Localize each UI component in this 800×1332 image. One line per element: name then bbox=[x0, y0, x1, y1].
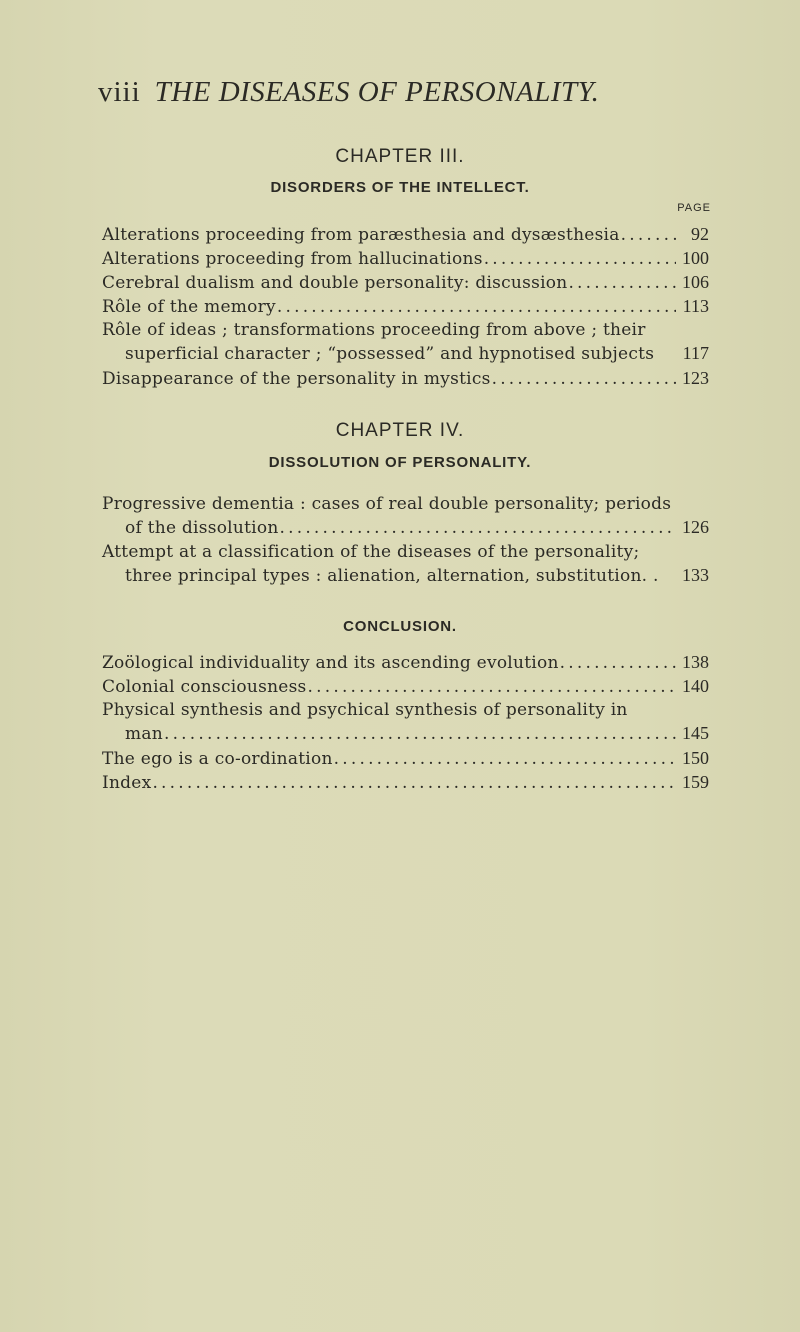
toc-entry[interactable] bbox=[102, 493, 709, 539]
dot-leader bbox=[334, 748, 676, 771]
toc-entry-text: Colonial consciousness bbox=[102, 677, 307, 697]
dot-leader bbox=[308, 676, 676, 699]
toc-entry-text: Attempt at a classification of the diseases of the personality; bbox=[102, 542, 640, 562]
toc-entry[interactable] bbox=[102, 541, 709, 587]
toc-entry[interactable] bbox=[102, 699, 709, 745]
toc-entry-text: Rôle of the memory bbox=[102, 297, 276, 317]
toc-entry[interactable] bbox=[102, 747, 709, 770]
toc-entry-text: Alterations proceeding from paræsthesia and dysæsthesia bbox=[102, 225, 620, 245]
dot-leader bbox=[152, 772, 676, 795]
toc-entry-text: Zoölogical individuality and its ascending evolution bbox=[102, 653, 559, 673]
toc-entry[interactable] bbox=[102, 651, 709, 674]
toc-entry-page: 106 bbox=[682, 272, 709, 292]
toc-entry[interactable] bbox=[102, 295, 709, 318]
toc-entry[interactable] bbox=[102, 319, 709, 365]
toc-entry-page: 117 bbox=[682, 343, 709, 363]
toc-entry-page: 145 bbox=[682, 723, 709, 743]
toc-entry-text: Physical synthesis and psychical synthesis of personality in bbox=[102, 700, 628, 720]
dot-leader bbox=[560, 652, 676, 675]
dot-leader bbox=[280, 517, 676, 540]
toc-entry-page: 133 bbox=[682, 565, 709, 585]
toc-entry-text: The ego is a co-ordination bbox=[102, 749, 333, 769]
toc-entry-page: 138 bbox=[682, 652, 709, 672]
running-title: THE DISEASES OF PERSONALITY. bbox=[154, 76, 600, 108]
toc-entry-page: 150 bbox=[682, 748, 709, 768]
toc-entry-page: 126 bbox=[682, 517, 709, 537]
toc-entry-page: 123 bbox=[682, 368, 709, 388]
toc-entry[interactable] bbox=[102, 247, 709, 270]
page-column-label: PAGE bbox=[677, 202, 711, 214]
toc-entry-page: 140 bbox=[682, 676, 709, 696]
toc-entry-text-continued: of the dissolution bbox=[125, 518, 279, 538]
toc-entry[interactable] bbox=[102, 367, 709, 390]
dot-leader bbox=[492, 368, 676, 391]
toc-entry-text: Index bbox=[102, 773, 152, 793]
dot-leader bbox=[277, 296, 676, 319]
running-head bbox=[98, 74, 599, 109]
dot-leader bbox=[164, 723, 676, 746]
toc-entry-text: Cerebral dualism and double personality: discussion bbox=[102, 273, 568, 293]
toc-entry-text: Progressive dementia : cases of real double personality; periods bbox=[102, 494, 672, 514]
toc-entry-text-continued: three principal types : alienation, alternation, substitution. . bbox=[125, 566, 659, 586]
toc-entry[interactable] bbox=[102, 675, 709, 698]
toc-entry-text: Rôle of ideas ; transformations proceeding from above ; their bbox=[102, 320, 646, 340]
toc-entry-text-continued: man bbox=[125, 724, 163, 744]
dot-leader bbox=[568, 272, 676, 295]
toc-entry-page: 159 bbox=[682, 772, 709, 792]
toc-entry[interactable] bbox=[102, 771, 709, 794]
page-number: viii bbox=[98, 76, 141, 108]
dot-leader bbox=[484, 248, 676, 271]
dot-leader bbox=[621, 224, 676, 247]
toc-entry-page: 100 bbox=[682, 248, 709, 268]
toc-entry-page: 92 bbox=[691, 224, 709, 244]
toc-entry[interactable] bbox=[102, 271, 709, 294]
toc-entry[interactable] bbox=[102, 223, 709, 246]
chapter-4-subtitle: DISSOLUTION OF PERSONALITY. bbox=[268, 454, 532, 471]
toc-entry-text: Disappearance of the personality in mystics bbox=[102, 369, 491, 389]
toc-entry-text-continued: superficial character ; “possessed” and hypnotised subjects bbox=[125, 344, 655, 364]
chapter-3-title: CHAPTER III. bbox=[335, 146, 465, 167]
toc-entry-page: 113 bbox=[682, 296, 709, 316]
chapter-3-subtitle: DISORDERS OF THE INTELLECT. bbox=[270, 179, 530, 196]
toc-entry-text: Alterations proceeding from hallucinations bbox=[102, 249, 483, 269]
chapter-4-title: CHAPTER IV. bbox=[335, 420, 465, 441]
conclusion-title: CONCLUSION. bbox=[343, 618, 457, 635]
